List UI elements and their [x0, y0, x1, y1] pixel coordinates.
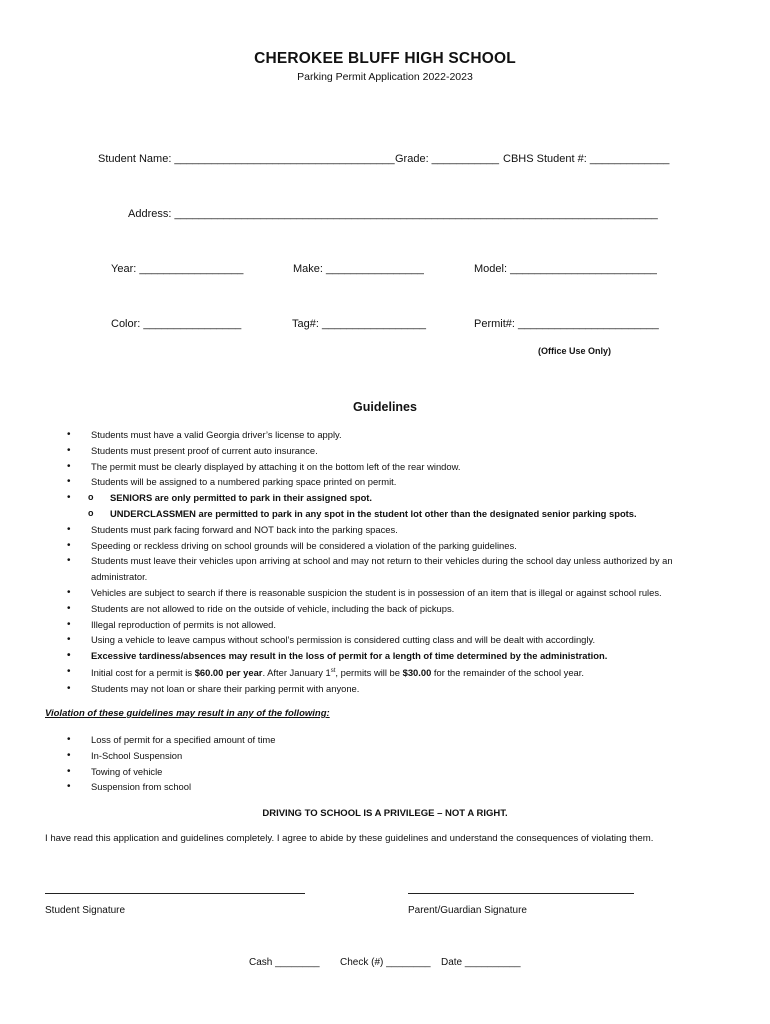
- vehicle-year-field[interactable]: Year: _________________: [111, 263, 244, 275]
- sub-list-item: o UNDERCLASSMEN are permitted to park in any spot in the student lot other than the designated senior parking spots.: [64, 506, 670, 522]
- sub-list-container: [64, 490, 694, 522]
- list-item: • Students must present proof of current auto insurance.: [64, 443, 721, 459]
- grade-field[interactable]: Grade: ___________: [395, 153, 499, 165]
- student-signature-line[interactable]: [45, 893, 305, 894]
- cbhs-student-number-field[interactable]: CBHS Student #: _____________: [503, 153, 670, 165]
- list-item: • Towing of vehicle: [64, 764, 721, 780]
- list-item: • Suspension from school: [64, 779, 721, 795]
- violation-heading: Violation of these guidelines may result in any of the following:: [45, 708, 330, 719]
- privilege-statement: DRIVING TO SCHOOL IS A PRIVILEGE – NOT A RIGHT.: [262, 808, 508, 819]
- cost-amount-reduced: $30.00: [402, 667, 432, 679]
- violation-list: [64, 732, 721, 795]
- cost-text: for the remainder of the school year.: [431, 667, 584, 679]
- agreement-statement: I have read this application and guidelines completely. I agree to abide by these guidelines and understand the consequences of violating them.: [45, 833, 654, 844]
- sub-list: [64, 490, 694, 522]
- form-title: Parking Permit Application 2022-2023: [297, 71, 473, 83]
- guidelines-list: [64, 427, 721, 697]
- list-item: • Using a vehicle to leave campus without school’s permission is considered cutting class and will be dealt with accordingly.: [64, 632, 721, 648]
- list-item: • Students must leave their vehicles upon arriving at school and may not return to their vehicles during the school day unless authorized by an administrator.: [64, 553, 721, 585]
- vehicle-make-field[interactable]: Make: ________________: [293, 263, 424, 275]
- address-field[interactable]: Address: _______________________________________________________________________________: [128, 208, 658, 220]
- list-item: • Vehicles are subject to search if there is reasonable suspicion the student is in possession of an item that is illegal or against school rules.: [64, 585, 721, 601]
- cost-text: , permits will be: [335, 667, 403, 679]
- list-item: • In-School Suspension: [64, 748, 721, 764]
- sub-list-item: o • SENIORS are only permitted to park in their assigned spot.: [64, 490, 670, 506]
- parent-signature-line[interactable]: [408, 893, 634, 894]
- list-item: • Students must park facing forward and NOT back into the parking spaces.: [64, 522, 721, 538]
- list-item-text: Students will be assigned to a numbered parking space printed on permit.: [91, 476, 397, 488]
- tag-number-field[interactable]: Tag#: _________________: [292, 318, 426, 330]
- student-name-field[interactable]: Student Name: ____________________________________: [98, 153, 395, 165]
- office-use-note: (Office Use Only): [538, 346, 612, 356]
- list-item: • The permit must be clearly displayed by attaching it on the bottom left of the rear window.: [64, 459, 721, 475]
- list-item: • Speeding or reckless driving on school grounds will be considered a violation of the parking guidelines.: [64, 538, 721, 554]
- cost-text: . After January 1: [262, 667, 331, 679]
- list-item: [64, 474, 721, 490]
- cost-superscript: st: [330, 667, 336, 674]
- list-item-cost: [64, 664, 721, 681]
- school-name: CHEROKEE BLUFF HIGH SCHOOL: [254, 50, 516, 67]
- vehicle-color-field[interactable]: Color: ________________: [111, 318, 242, 330]
- guidelines-heading: Guidelines: [353, 400, 417, 414]
- list-item: • Illegal reproduction of permits is not allowed.: [64, 617, 721, 633]
- permit-number-field[interactable]: Permit#: _______________________: [474, 318, 659, 330]
- list-item: • Loss of permit for a specified amount of time: [64, 732, 721, 748]
- list-item: • Excessive tardiness/absences may result in the loss of permit for a length of time determined by the administration.: [64, 648, 721, 664]
- vehicle-model-field[interactable]: Model: ________________________: [474, 263, 657, 275]
- cost-text: Initial cost for a permit is: [91, 667, 195, 679]
- payment-date-field[interactable]: Date __________: [441, 957, 521, 968]
- list-item: • Students may not loan or share their parking permit with anyone.: [64, 681, 721, 697]
- parent-signature-label: Parent/Guardian Signature: [408, 905, 527, 916]
- cost-amount-initial: $60.00 per year: [194, 667, 263, 679]
- list-item: • Students are not allowed to ride on the outside of vehicle, including the back of pickups.: [64, 601, 721, 617]
- list-item: • Students must have a valid Georgia driver’s license to apply.: [64, 427, 721, 443]
- check-number-field[interactable]: Check (#) ________: [340, 957, 431, 968]
- cash-field[interactable]: Cash ________: [249, 957, 320, 968]
- student-signature-label: Student Signature: [45, 905, 126, 916]
